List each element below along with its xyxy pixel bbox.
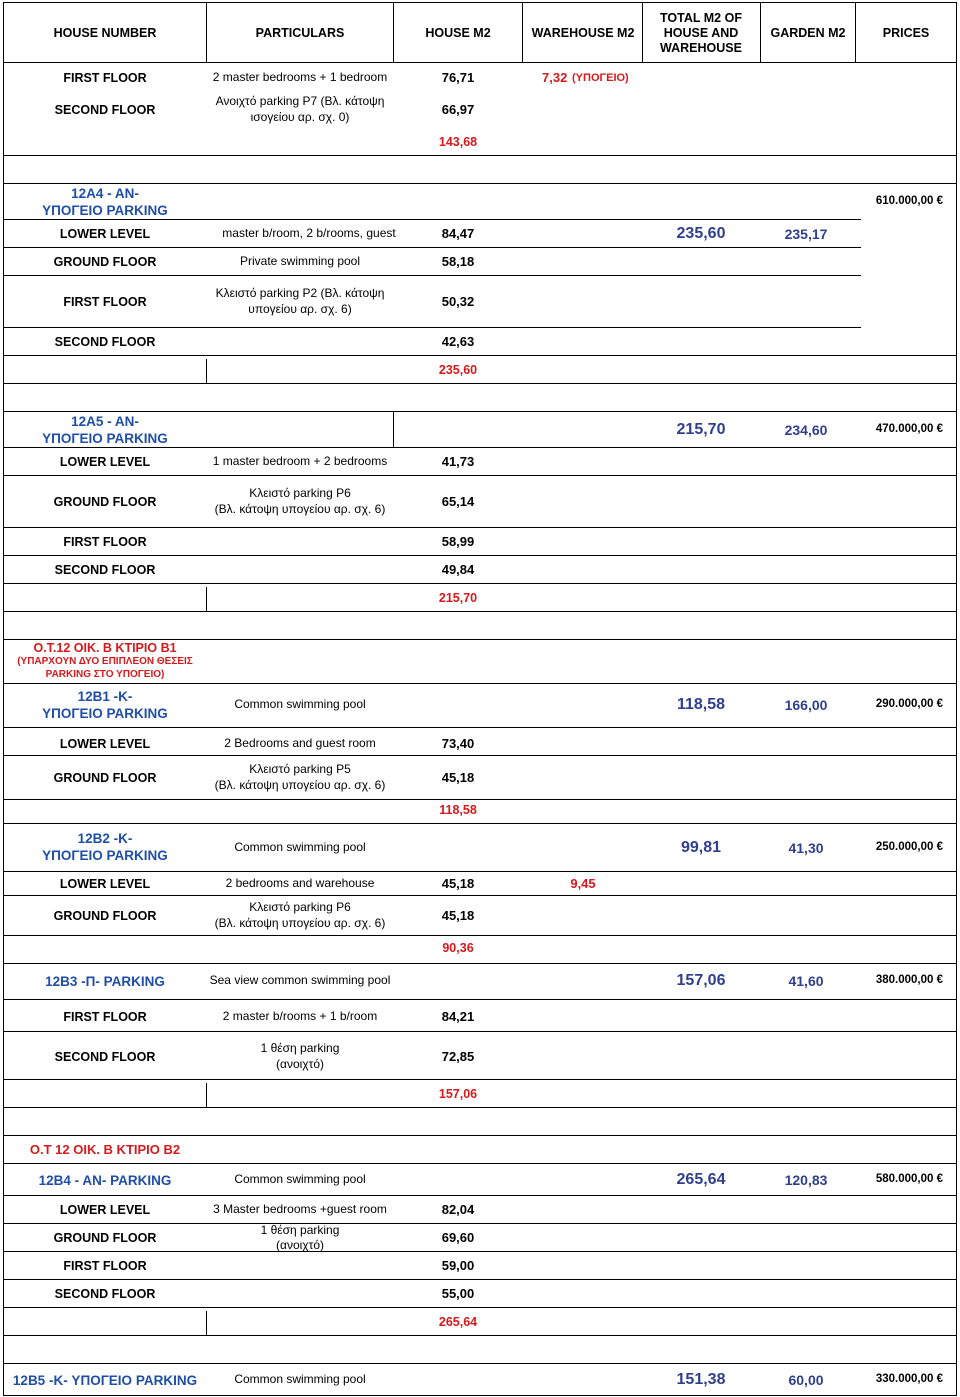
- garden-m2-value: 41,30: [788, 840, 824, 856]
- grid-line: [3, 475, 957, 476]
- grid-line: [3, 1363, 957, 1364]
- particulars-text: Sea view common swimming pool: [209, 973, 391, 987]
- grid-line: [3, 755, 957, 756]
- warehouse-m2-value: 7,32: [542, 70, 568, 85]
- house-m2-value: 50,32: [441, 294, 475, 309]
- particulars-text: Common swimming pool: [234, 840, 366, 854]
- particulars-text: Common swimming pool: [234, 697, 366, 711]
- level-label: LOWER LEVEL: [59, 227, 151, 241]
- grid-line: [3, 1135, 957, 1136]
- house-m2-sum: 90,36: [442, 941, 474, 955]
- level-label: LOWER LEVEL: [59, 877, 151, 891]
- grid-line: [3, 555, 957, 556]
- grid-line: [3, 683, 957, 684]
- grid-line: [3, 1251, 957, 1252]
- grid-line: [3, 1307, 957, 1308]
- grid-line: [3, 247, 861, 248]
- level-label: FIRST FLOOR: [63, 1259, 147, 1273]
- house-m2-value: 59,00: [441, 1258, 475, 1273]
- garden-m2-value: 60,00: [788, 1372, 824, 1388]
- house-m2-sum: 157,06: [438, 1087, 478, 1101]
- unit-name-line1: 12A5 - AN-: [71, 414, 139, 429]
- grid-line: [3, 799, 957, 800]
- grid-line: [206, 587, 207, 612]
- level-label: SECOND FLOOR: [54, 1050, 156, 1064]
- header-garden-m2: GARDEN M2: [770, 26, 846, 40]
- level-label: FIRST FLOOR: [63, 535, 147, 549]
- level-label: LOWER LEVEL: [59, 455, 151, 469]
- grid-line: [3, 1079, 957, 1080]
- house-m2-value: 58,18: [441, 254, 475, 269]
- particulars-text: 2 master b/rooms + 1 b/room: [222, 1009, 378, 1023]
- grid-line: [3, 355, 957, 356]
- unit-name-line2: ΥΠΟΓΕΙΟ PARKING: [42, 431, 168, 446]
- grid-line: [3, 583, 957, 584]
- house-m2-value: 55,00: [441, 1286, 475, 1301]
- level-label: FIRST FLOOR: [63, 295, 147, 309]
- grid-line: [3, 639, 957, 640]
- total-m2-value: 265,64: [676, 1171, 726, 1188]
- grid-line: [3, 935, 957, 936]
- grid-line: [3, 611, 957, 612]
- house-m2-value: 41,73: [441, 454, 475, 469]
- total-m2-value: 99,81: [680, 839, 722, 856]
- house-m2-value: 84,47: [441, 226, 475, 241]
- grid-line: [3, 527, 957, 528]
- house-m2-sum: 143,68: [438, 135, 478, 149]
- grid-line: [3, 2, 957, 3]
- house-m2-value: 65,14: [441, 494, 475, 509]
- house-m2-value: 69,60: [441, 1230, 475, 1245]
- section-note-line2: PARKING ΣΤΟ ΥΠΟΓΕΙΟ): [45, 669, 165, 680]
- garden-m2-value: 166,00: [784, 697, 828, 713]
- house-m2-sum: 215,70: [438, 591, 478, 605]
- grid-line: [3, 963, 957, 964]
- grid-line: [3, 999, 957, 1000]
- header-total-line3: WAREHOUSE: [660, 41, 742, 55]
- total-m2-value: 157,06: [676, 972, 726, 989]
- particulars-line1: Κλειστό parking P6: [249, 900, 351, 914]
- house-m2-value: 45,18: [441, 908, 475, 923]
- grid-line: [393, 411, 394, 448]
- house-m2-sum: 265,64: [438, 1315, 478, 1329]
- price-value: 610.000,00 €: [875, 195, 943, 207]
- particulars-line2: υπογείου αρ. σχ. 6): [248, 302, 352, 316]
- price-value: 380.000,00 €: [875, 974, 943, 986]
- garden-m2-value: 120,83: [784, 1172, 828, 1188]
- grid-line: [760, 2, 761, 62]
- particulars-line2: (ανοιχτό): [276, 1238, 324, 1252]
- house-m2-value: 45,18: [441, 770, 475, 785]
- grid-line: [3, 383, 957, 384]
- header-prices: PRICES: [882, 26, 930, 40]
- level-label: GROUND FLOOR: [53, 1231, 157, 1245]
- grid-line: [3, 1279, 957, 1280]
- house-m2-value: 58,99: [441, 534, 475, 549]
- particulars-line2: (ανοιχτό): [276, 1057, 324, 1071]
- level-label: SECOND FLOOR: [54, 1287, 156, 1301]
- grid-line: [642, 2, 643, 62]
- header-total-line2: HOUSE AND: [663, 26, 739, 40]
- unit-name-line2: ΥΠΟΓΕΙΟ PARKING: [42, 848, 168, 863]
- price-value: 250.000,00 €: [875, 841, 943, 853]
- price-value: 330.000,00 €: [875, 1373, 943, 1385]
- grid-line: [3, 183, 957, 184]
- unit-name: 12B3 -Π- PARKING: [45, 974, 165, 989]
- warehouse-note: (ΥΠΟΓΕΙΟ): [572, 72, 629, 84]
- price-value: 580.000,00 €: [875, 1173, 943, 1185]
- house-m2-value: 72,85: [441, 1049, 475, 1064]
- particulars-text: Common swimming pool: [234, 1172, 366, 1186]
- header-particulars: PARTICULARS: [255, 26, 345, 40]
- warehouse-m2-value: 9,45: [570, 876, 596, 891]
- grid-line: [3, 155, 957, 156]
- particulars-line1: Ανοιχτό parking P7 (Βλ. κάτοψη: [215, 94, 385, 108]
- particulars-line1: Κλειστό parking P6: [249, 486, 351, 500]
- grid-line: [3, 895, 957, 896]
- header-house-m2: HOUSE M2: [425, 26, 491, 40]
- level-label: LOWER LEVEL: [59, 737, 151, 751]
- grid-line: [3, 2, 4, 1396]
- grid-line: [956, 2, 957, 1396]
- grid-line: [3, 1195, 957, 1196]
- level-label: SECOND FLOOR: [54, 563, 156, 577]
- garden-m2-value: 234,60: [784, 422, 828, 438]
- unit-name-line2: ΥΠΟΓΕΙΟ PARKING: [42, 203, 168, 218]
- house-m2-sum: 118,58: [439, 803, 477, 817]
- grid-line: [3, 62, 957, 63]
- house-m2-value: 49,84: [441, 562, 475, 577]
- unit-name-line2: ΥΠΟΓΕΙΟ PARKING: [42, 706, 168, 721]
- particulars-text: 3 Master bedrooms +guest room: [213, 1202, 387, 1216]
- grid-line: [3, 871, 957, 872]
- house-m2-value: 42,63: [441, 334, 475, 349]
- grid-line: [3, 219, 861, 220]
- house-m2-value: 76,71: [441, 70, 475, 85]
- house-m2-value: 66,97: [441, 102, 475, 117]
- grid-line: [3, 1031, 957, 1032]
- grid-line: [522, 2, 523, 62]
- level-label: GROUND FLOOR: [53, 495, 157, 509]
- grid-line: [206, 2, 207, 62]
- header-house-number: HOUSE NUMBER: [53, 26, 157, 40]
- grid-line: [3, 411, 957, 412]
- house-m2-value: 45,18: [441, 876, 475, 891]
- grid-line: [206, 1083, 207, 1108]
- grid-line: [3, 823, 957, 824]
- grid-line: [3, 275, 861, 276]
- total-m2-value: 151,38: [676, 1371, 726, 1388]
- grid-line: [3, 727, 957, 728]
- total-m2-value: 118,58: [676, 696, 726, 713]
- particulars-text: Common swimming pool: [234, 1372, 366, 1386]
- grid-line: [206, 1311, 207, 1336]
- particulars-line2: (Βλ. κάτοψη υπογείου αρ. σχ. 6): [214, 778, 386, 792]
- house-m2-sum: 235,60: [438, 363, 478, 377]
- particulars-text: Private swimming pool: [239, 254, 361, 268]
- level-label: LOWER LEVEL: [59, 1203, 151, 1217]
- section-title: Ο.Τ 12 ΟΙΚ. Β ΚΤΙΡΙΟ Β2: [29, 1142, 181, 1157]
- section-note-line1: (ΥΠΑΡΧΟΥΝ ΔΥΟ ΕΠΙΠΛΕΟΝ ΘΕΣΕΙΣ: [17, 656, 193, 667]
- unit-name: 12B5 -K- ΥΠΟΓΕΙΟ PARKING: [12, 1373, 198, 1388]
- house-m2-value: 73,40: [441, 736, 475, 751]
- grid-line: [393, 2, 394, 62]
- grid-line: [3, 1223, 957, 1224]
- unit-name-line1: 12A4 - AN-: [71, 186, 139, 201]
- grid-line: [206, 359, 207, 384]
- particulars-line1: Κλειστό parking P2 (Βλ. κάτοψη: [215, 286, 385, 300]
- grid-line: [3, 1395, 957, 1396]
- particulars-line2: (Βλ. κάτοψη υπογείου αρ. σχ. 6): [214, 916, 386, 930]
- unit-name: 12B4 - AN- PARKING: [38, 1173, 172, 1188]
- particulars-line2: ισογείου αρ. σχ. 0): [250, 110, 350, 124]
- particulars-text: 2 bedrooms and warehouse: [225, 876, 375, 890]
- grid-line: [855, 2, 856, 62]
- house-m2-value: 84,21: [441, 1009, 475, 1024]
- particulars-text: 2 Bedrooms and guest room: [224, 736, 376, 750]
- header-warehouse-m2: WAREHOUSE M2: [531, 26, 635, 40]
- grid-line: [3, 327, 861, 328]
- level-label: GROUND FLOOR: [53, 771, 157, 785]
- garden-m2-value: 41,60: [788, 973, 824, 989]
- particulars-text: 2 master bedrooms + 1 bedroom: [212, 70, 388, 84]
- level-label: FIRST FLOOR: [63, 71, 147, 85]
- grid-line: [3, 1163, 957, 1164]
- price-value: 470.000,00 €: [875, 423, 943, 435]
- particulars-line2: (Βλ. κάτοψη υπογείου αρ. σχ. 6): [214, 502, 386, 516]
- particulars-line1: 1 θέση parking: [260, 1223, 340, 1237]
- grid-line: [3, 1107, 957, 1108]
- garden-m2-value: 235,17: [784, 226, 828, 242]
- total-m2-value: 235,60: [676, 225, 726, 242]
- particulars-text: master b/room, 2 b/rooms, guest: [222, 226, 396, 240]
- header-total-line1: TOTAL M2 OF: [660, 11, 742, 25]
- particulars-line1: Κλειστό parking P5: [249, 762, 351, 776]
- particulars-text: 1 master bedroom + 2 bedrooms: [212, 454, 388, 468]
- level-label: FIRST FLOOR: [63, 1010, 147, 1024]
- house-m2-value: 82,04: [441, 1202, 475, 1217]
- level-label: GROUND FLOOR: [53, 255, 157, 269]
- section-title: Ο.Τ.12 ΟΙΚ. Β ΚΤΙΡΙΟ Β1: [33, 641, 177, 655]
- level-label: SECOND FLOOR: [54, 103, 156, 117]
- level-label: SECOND FLOOR: [54, 335, 156, 349]
- grid-line: [3, 447, 957, 448]
- unit-name-line1: 12B2 -K-: [77, 831, 133, 846]
- particulars-line1: 1 θέση parking: [260, 1041, 340, 1055]
- grid-line: [3, 1335, 957, 1336]
- price-value: 290.000,00 €: [875, 698, 943, 710]
- unit-name-line1: 12B1 -K-: [77, 689, 133, 704]
- total-m2-value: 215,70: [676, 421, 726, 438]
- level-label: GROUND FLOOR: [53, 909, 157, 923]
